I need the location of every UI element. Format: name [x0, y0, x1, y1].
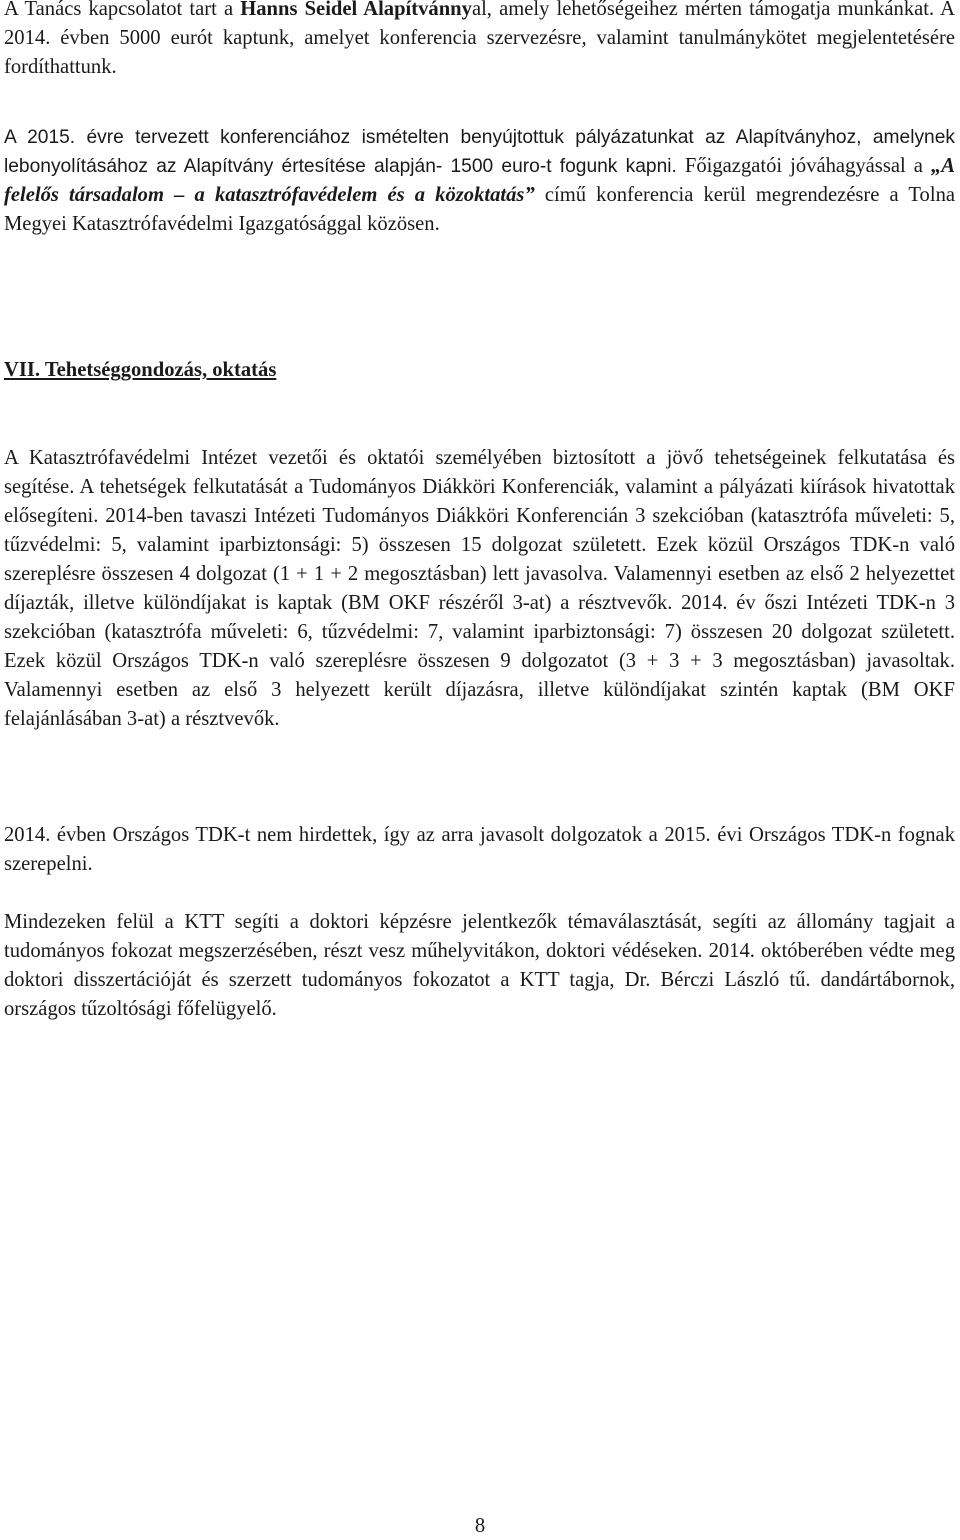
paragraph-text: című konferencia kerül megrendezésre a Tolna Megyei Katasztrófavédelmi Igazgatósággal közösen. [4, 184, 956, 235]
section-heading: VII. Tehetséggondozás, oktatás [4, 359, 277, 381]
paragraph-2015-conference [4, 123, 955, 239]
foundation-name: Hanns Seidel Alapítvánny [240, 0, 472, 20]
paragraph-text: A Tanács kapcsolatot tart a [4, 0, 241, 20]
paragraph-text: Főigazgatói jóváhagyással a [676, 155, 931, 177]
paragraph-text: A 2015. évre tervezett konferenciához ismételten benyújtottuk pályázatunkat az Alapítványhoz, amelynek lebonyolításához az Alapítvány értesítése alapján- 1500 euro-t fogunk kapni. [4, 127, 955, 177]
paragraph-talent-care: A Katasztrófavédelmi Intézet vezetői és oktatói személyében biztosított a jövő tehetségeinek felkutatása és segítése. A tehetségek felkutatását a Tudományos Diákköri Konferenciák, valamint a pályázati kiírások hivatottak elősegíteni. 2014-ben tavaszi Intézeti Tudományos Diákköri Konferencián 3 szekcióban (katasztrófa műveleti: 5, tűzvédelmi: 5, valamint iparbiztonsági: 5) összesen 15 dolgozat született. Ezek közül Országos TDK-n való szereplésre összesen 4 dolgozat (1 + 1 + 2 megosztásban) lett javasolva. Valamennyi esetben az első 2 helyezettet díjazták, illetve különdíjakat is kaptak (BM OKF részéről 3-at) a résztvevők. 2014. év őszi Intézeti TDK-n 3 szekcióban (katasztrófa műveleti: 6, tűzvédelmi: 7, valamint iparbiztonsági: 7) összesen 20 dolgozat született. Ezek közül Országos TDK-n való szereplésre összesen 9 dolgozatot (3 + 3 + 3 megosztásban) javasoltak. Valamennyi esetben az első 3 helyezett került díjazásra, illetve különdíjakat szintén kaptak (BM OKF felajánlásában 3-at) a résztvevők. [4, 447, 955, 730]
paragraph-national-tdk: 2014. évben Országos TDK-t nem hirdettek, így az arra javasolt dolgozatok a 2015. évi Országos TDK-n fognak szerepelni. [4, 824, 955, 875]
conference-title: „A felelős társadalom – a katasztrófavédelem és a közoktatás” [4, 155, 955, 206]
paragraph-foundation-support [4, 0, 955, 82]
page-number: 8 [474, 1515, 486, 1537]
paragraph-text: al, amely lehetőségeihez mérten támogatja munkánkat. A 2014. évben 5000 eurót kaptunk, amelyet konferencia szervezésre, valamint tanulmánykötet megjelentetésére fordíthattunk. [4, 0, 955, 78]
paragraph-doctoral-training: Mindezeken felül a KTT segíti a doktori képzésre jelentkezők témaválasztását, segíti az állomány tagjait a tudományos fokozat megszerzésében, részt vesz műhelyvitákon, doktori védéseken. 2014. októberében védte meg doktori disszertációját és szerzett tudományos fokozatot a KTT tagja, Dr. Bérczi László tű. dandártábornok, országos tűzoltósági főfelügyelő. [4, 911, 955, 1020]
